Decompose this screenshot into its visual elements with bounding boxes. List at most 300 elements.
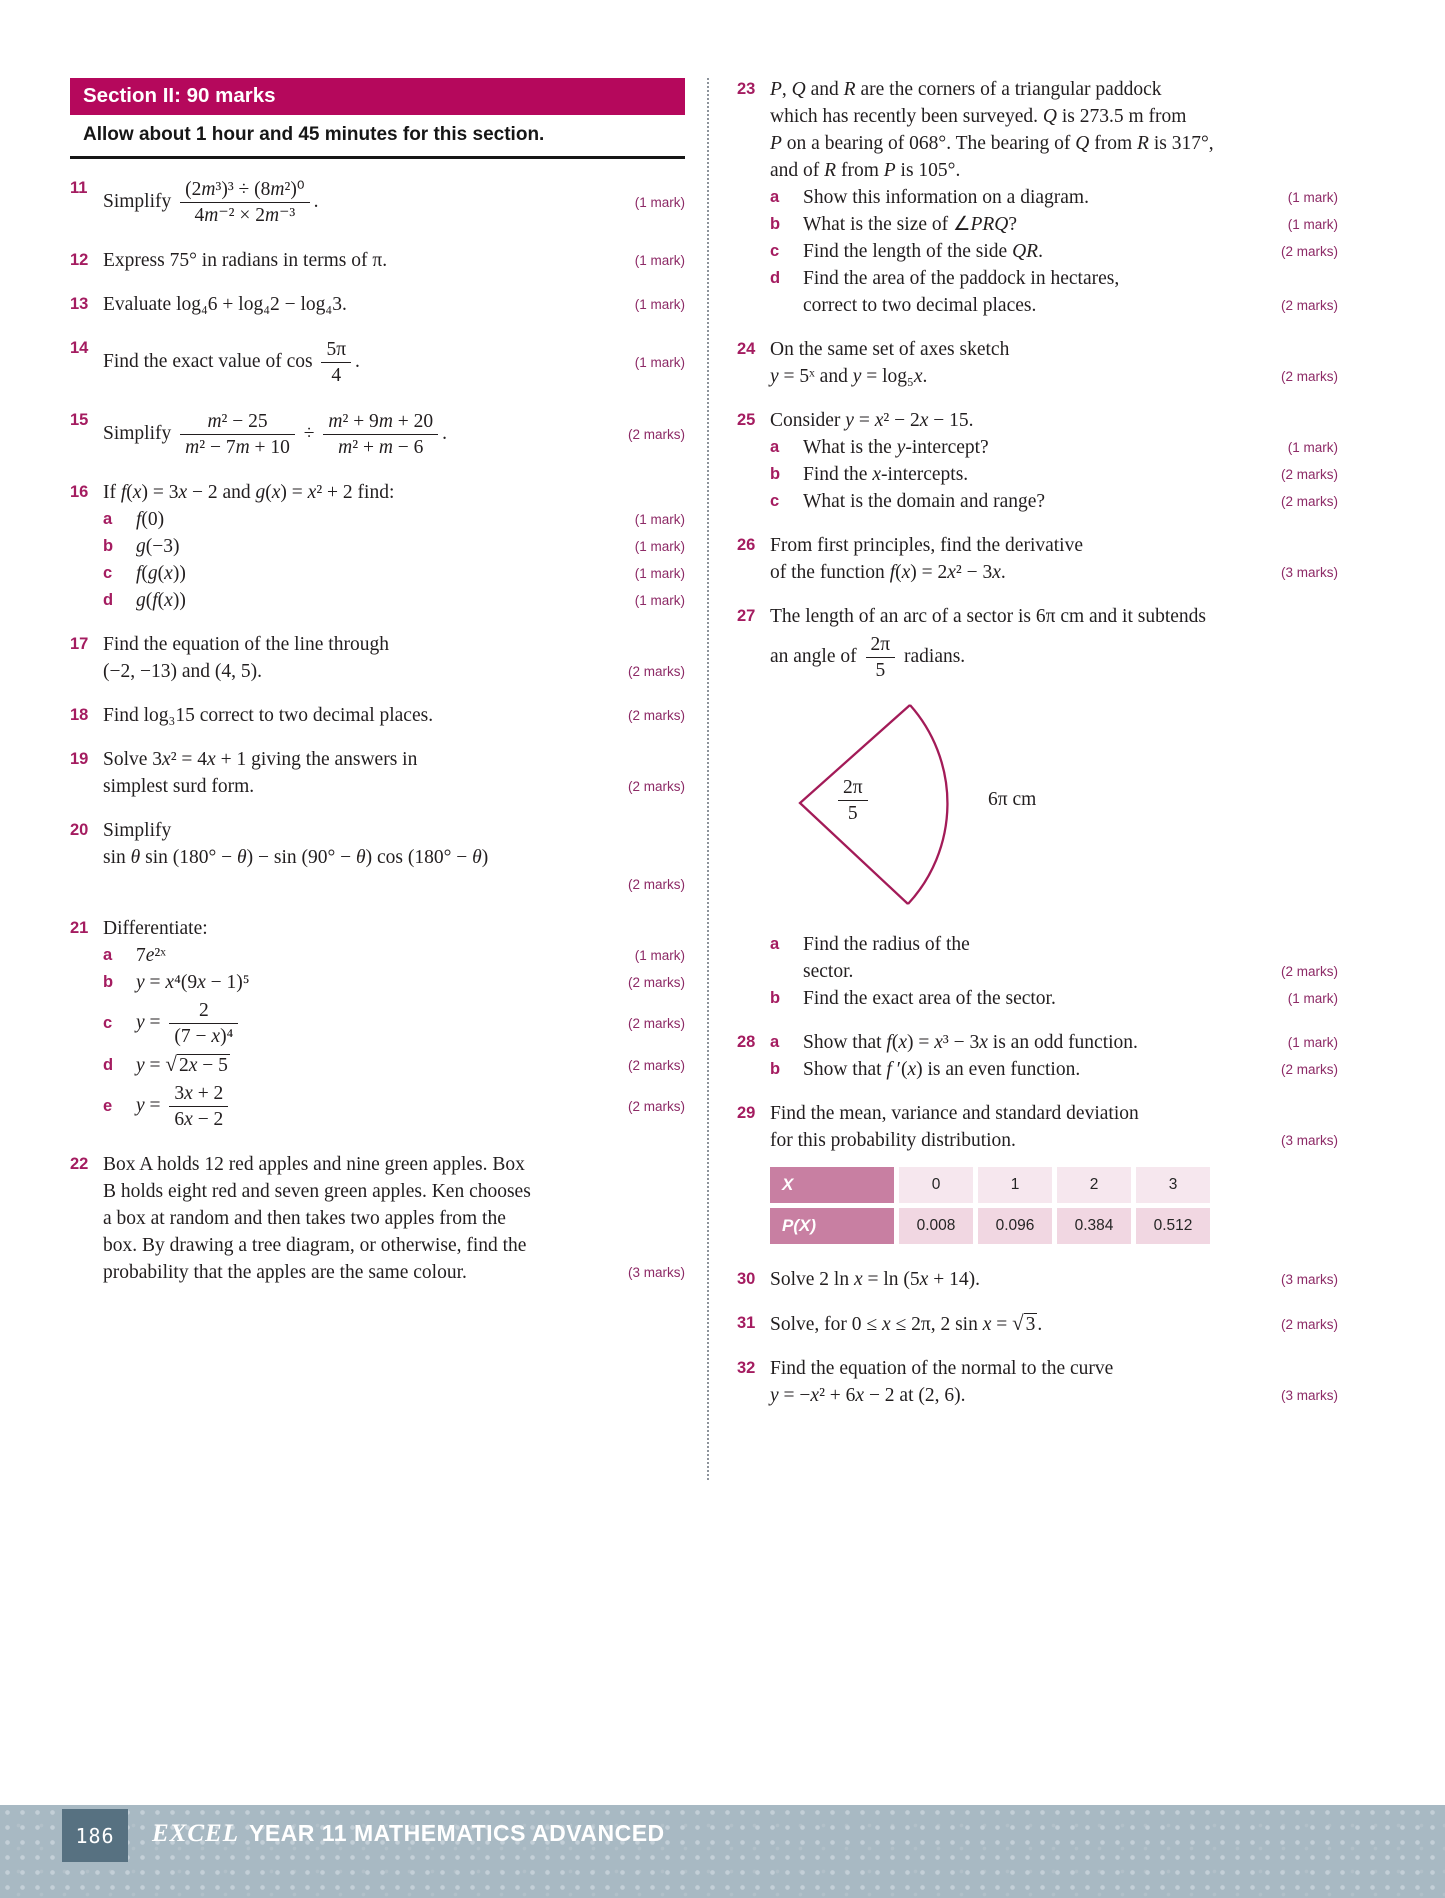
table-data-cell: 0.512 [1136,1208,1210,1244]
question-line [103,479,685,506]
question-line [770,985,1338,1012]
marks-label: (1 mark) [1287,991,1338,1006]
math-variable: m [207,411,222,432]
question-number: 18 [70,706,89,724]
line-content [103,292,597,318]
fraction [866,633,896,682]
table-data-cell: 0.096 [978,1208,1052,1244]
question-text: 7e²ˣ [136,944,166,966]
question-line [770,1355,1338,1382]
marks-label: (1 mark) [634,355,685,370]
question-14 [70,335,685,390]
question-line [103,533,685,560]
question-line [103,291,685,318]
question-number: 17 [70,635,89,653]
line-content [103,747,685,773]
math-variable: x [207,748,216,770]
question-text: Find the equation of the normal to the curve [770,1357,1114,1379]
question-text: Solve 3x² = 4x + 1 giving the answers in [103,748,418,770]
question-line [770,336,1338,363]
question-number: 11 [70,179,88,197]
math-variable: x [165,971,175,993]
math-variable: x [162,748,171,770]
radical-sign: √ [165,1052,177,1076]
question-text: Simplify [103,819,172,841]
math-variable: θ [237,846,247,868]
math-variable: x [211,1026,221,1047]
line-content [770,104,1338,130]
line-content [103,335,597,390]
question-text: Show that f ′(x) is an even function. [803,1058,1081,1080]
question-16 [70,479,685,614]
question-line [103,1232,685,1259]
question-number: 26 [737,536,756,554]
math-variable: m [270,179,285,200]
right-column [737,76,1338,1426]
question-body [103,817,685,898]
line-content [103,1152,685,1178]
fraction-numerator: 2 [199,1000,209,1021]
probability-table [765,1162,1215,1249]
question-number: 14 [70,339,89,357]
question-line [103,658,685,685]
math-variable: x [164,562,173,584]
part-label: c [770,242,780,260]
question-body [770,1310,1338,1338]
marks-label: (2 marks) [628,1016,685,1031]
math-variable: P [770,78,782,100]
question-27 [737,603,1338,1012]
math-variable: x [178,481,188,503]
question-line [770,1127,1338,1154]
math-variable: x [992,561,1001,583]
marks-label: (2 marks) [1281,369,1338,384]
math-variable: R [824,159,837,181]
question-number: 27 [737,607,756,625]
marks-label: (1 mark) [634,566,685,581]
sector-angle-label [834,773,872,828]
fraction [838,776,868,825]
question-line [770,130,1338,157]
fraction [323,410,438,459]
question-line [103,746,685,773]
question-line [770,363,1338,390]
fraction [180,410,295,459]
question-line [770,265,1338,292]
question-text: simplest surd form. [103,775,255,797]
question-line [103,631,685,658]
question-number: 15 [70,411,89,429]
line-content [136,943,597,969]
radicand: 3 [1025,1314,1036,1335]
question-line [770,184,1338,211]
question-text: Find the radius of the [803,933,970,955]
math-variable: x [919,409,929,431]
marks-label: (2 marks) [628,1099,685,1114]
line-content [770,1267,1250,1293]
section-subtitle: Allow about 1 hour and 45 minutes for this section. [70,115,685,159]
fraction-numerator: 2π [870,634,891,655]
question-line [103,702,685,729]
marks-label: (1 mark) [634,195,685,210]
math-variable: x [164,589,173,611]
question-line [103,247,685,274]
question-number: 13 [70,295,89,313]
question-line [770,1310,1338,1338]
question-line [770,1266,1338,1293]
math-variable: QR [1012,240,1039,262]
question-body [103,247,685,274]
question-text: g(f(x)) [136,589,186,611]
marks-label: (2 marks) [628,1057,685,1073]
math-variable: x [810,1384,820,1406]
math-variable: x [874,409,884,431]
question-line [103,915,685,942]
question-body [103,746,685,800]
line-content [803,932,1338,958]
question-text: f(g(x)) [136,562,186,584]
line-content [103,916,685,942]
marks-label: (3 marks) [1281,1272,1338,1287]
marks-label: (3 marks) [1281,565,1338,580]
line-content [803,462,1250,488]
math-variable: y [136,1055,145,1076]
question-text: Find the exact area of the sector. [803,987,1056,1009]
table-data-cell: 1 [978,1167,1052,1203]
math-variable: x [982,1314,992,1335]
fraction-denominator: 6x − 2 [169,1106,228,1131]
math-variable: m [235,437,250,458]
math-variable: g [255,481,266,503]
question-line [103,1051,685,1079]
math-variable: f [886,1031,892,1053]
math-variable: m [378,411,393,432]
page-number: 186 [75,1823,115,1848]
question-text: Find the length of the side QR. [803,240,1043,262]
question-line [103,969,685,996]
question-19 [70,746,685,800]
math-variable: θ [472,846,482,868]
line-content [136,561,597,587]
sector-figure [788,697,1338,925]
line-content [770,1128,1250,1154]
radicand: 2x − 5 [178,1055,228,1076]
line-content [770,77,1338,103]
question-line [770,434,1338,461]
fraction-numerator: (2m³)³ ÷ (8m²)⁰ [185,179,305,200]
part-label: d [103,1055,114,1074]
line-content [103,1206,685,1232]
math-variable: x [907,1058,917,1080]
line-content [103,1260,597,1286]
math-variable: θ [130,846,141,868]
question-body [770,603,1338,1012]
line-content [136,970,597,996]
fraction-denominator: (7 − x)⁴ [169,1023,238,1048]
question-line [770,238,1338,265]
math-variable: x [184,1083,193,1104]
line-content [803,1057,1250,1083]
sector-arc-label: 6π cm [988,789,1037,810]
table-data-cell: 2 [1057,1167,1131,1203]
question-line [103,1079,685,1134]
question-text: (−2, −13) and (4, 5). [103,660,262,682]
line-content [803,986,1250,1012]
question-number: 20 [70,821,89,839]
question-line [770,958,1338,985]
math-variable: y [770,1384,779,1406]
math-variable: x [271,481,281,503]
line-content [770,1310,1250,1338]
question-text: P on a bearing of 068°. The bearing of Q from R is 317°, [770,132,1214,154]
math-variable: Q [1075,132,1090,154]
question-18 [70,702,685,729]
table-header-cell: P(X) [770,1208,894,1244]
math-variable: g [147,562,158,584]
question-text: y = [136,1094,166,1116]
line-content [103,632,685,658]
question-line [770,211,1338,238]
math-variable: f [886,1058,892,1080]
question-line [770,407,1338,434]
part-label: a [103,946,113,964]
question-text: ÷ [298,422,320,444]
line-content [803,959,1250,985]
question-text: What is the y-intercept? [803,436,989,458]
question-line [770,488,1338,515]
math-variable: m [328,411,343,432]
question-line [103,1178,685,1205]
question-text: and of R from P is 105°. [770,159,961,181]
math-variable: y [136,1094,145,1116]
line-content [770,408,1338,434]
book-title-text: YEAR 11 MATHEMATICS ADVANCED [248,1820,665,1846]
line-content [803,185,1250,211]
line-content [770,533,1338,559]
question-line [103,506,685,533]
book-series: EXCEL [152,1820,239,1847]
math-variable: m [265,205,280,226]
question-line [770,1029,1338,1056]
marks-label: (1 mark) [1287,1035,1338,1050]
question-text: radians. [899,645,966,667]
line-content [770,1101,1338,1127]
question-body [103,407,685,462]
section-header-bar [70,78,685,115]
math-variable: R [843,78,856,100]
table-data-cell: 3 [1136,1167,1210,1203]
part-label: a [103,510,113,528]
line-content [103,175,597,230]
line-content [770,630,1338,685]
question-text: Find log₃15 correct to two decimal places. [103,704,434,726]
marks-label: (1 mark) [634,593,685,608]
part-label: b [770,465,781,483]
question-body [770,532,1338,586]
question-text: a box at random and then takes two apples from the [103,1207,506,1229]
line-content [803,489,1250,515]
question-text: Show that f(x) = x³ − 3x is an odd function. [803,1031,1138,1053]
math-variable: m [204,205,219,226]
question-line [770,1382,1338,1409]
marks-label: (1 mark) [634,512,685,527]
line-content [770,158,1338,184]
question-31 [737,1310,1338,1338]
question-text: Differentiate: [103,917,208,939]
marks-label: (1 mark) [1287,440,1338,455]
question-line [770,559,1338,586]
question-text: y = x⁴(9x − 1)⁵ [136,971,250,993]
line-content [136,534,597,560]
question-22 [70,1151,685,1286]
question-21 [70,915,685,1134]
question-line [770,76,1338,103]
question-text: y = [136,1011,166,1033]
line-content [803,435,1250,461]
line-content [770,364,1250,390]
table-data-cell: 0 [899,1167,973,1203]
question-text: Solve, for 0 ≤ x ≤ 2π, 2 sin x = [770,1314,1013,1335]
math-variable: θ [356,846,366,868]
question-number: 12 [70,251,89,269]
line-content [803,1030,1250,1056]
line-content [103,1233,685,1259]
part-label: a [770,188,780,206]
math-variable: x [919,1268,929,1290]
marks-label: (2 marks) [628,664,685,679]
line-content [770,604,1338,630]
math-variable: x [307,481,317,503]
question-line [103,871,685,898]
math-variable: x [881,1314,891,1335]
question-text: Show this information on a diagram. [803,186,1089,208]
question-text: Evaluate log₄6 + log₄2 − log₄3. [103,293,347,315]
question-number: 22 [70,1155,89,1173]
line-content [103,818,685,844]
part-label: c [103,1014,113,1032]
fraction-denominator: 4m⁻² × 2m⁻³ [180,202,310,227]
question-text: probability that the apples are the same colour. [103,1261,467,1283]
question-text: sector. [803,960,854,982]
line-content [103,845,685,871]
math-variable: x [901,561,911,583]
question-body [103,702,685,729]
question-line [103,817,685,844]
line-content [803,293,1250,319]
question-line [103,560,685,587]
fraction-denominator: m² + m − 6 [323,434,438,459]
question-12 [70,247,685,274]
question-body [103,291,685,318]
table-row [770,1167,1210,1203]
question-30 [737,1266,1338,1293]
math-variable: f [136,562,142,584]
question-line [103,335,685,390]
question-text: y = [136,1055,166,1076]
marks-label: (2 marks) [1281,964,1338,979]
table-header-cell: X [770,1167,894,1203]
part-label: d [103,591,114,609]
question-text: Find the mean, variance and standard deviation [770,1102,1139,1124]
page-number-box [62,1809,128,1862]
line-content [136,1051,597,1079]
question-body [103,479,685,614]
question-number: 23 [737,80,756,98]
part-label: c [770,492,780,510]
question-line [770,292,1338,319]
question-11 [70,175,685,230]
question-text: Box A holds 12 red apples and nine green apples. Box [103,1153,525,1175]
line-content [103,1179,685,1205]
question-body [103,915,685,1134]
question-number: 21 [70,919,89,937]
line-content [770,131,1338,157]
line-content [770,1383,1250,1409]
question-26 [737,532,1338,586]
question-text: . [313,190,319,212]
question-body [770,1266,1338,1293]
marks-label: (1 mark) [634,297,685,312]
question-text: Find the equation of the line through [103,633,389,655]
line-content [770,1356,1338,1382]
marks-label: (2 marks) [628,877,685,892]
question-text: for this probability distribution. [770,1129,1016,1151]
square-root [1012,1311,1037,1335]
question-line [770,157,1338,184]
line-content [136,996,597,1051]
line-content [770,337,1338,363]
math-variable: x [947,561,956,583]
part-label: a [770,438,780,456]
question-line [103,175,685,230]
line-content [103,659,597,685]
marks-label: (2 marks) [1281,467,1338,482]
fraction [180,178,310,227]
question-line [103,844,685,871]
question-text: Find the x-intercepts. [803,463,969,485]
table-row [770,1208,1210,1244]
question-line [770,603,1338,630]
question-body [770,407,1338,515]
question-29 [737,1100,1338,1249]
fraction-numerator: 3x + 2 [174,1083,224,1104]
math-variable: f [120,481,127,503]
question-text: sin θ sin (180° − θ) − sin (90° − θ) cos (180° − θ) [103,846,489,868]
marks-label: (2 marks) [628,975,685,990]
math-variable: g [136,535,146,557]
math-variable: f [152,589,158,611]
question-number: 16 [70,483,89,501]
question-number: 24 [737,340,756,358]
math-variable: Q [1042,105,1057,127]
math-variable: y [845,409,854,431]
question-number: 31 [737,1314,756,1332]
question-text: which has recently been surveyed. Q is 273.5 m from [770,105,1187,127]
line-content [136,507,597,533]
marks-label: (3 marks) [1281,1388,1338,1403]
question-body [770,76,1338,319]
sector-arc [908,705,947,904]
question-line [103,996,685,1051]
math-variable: y [896,436,906,458]
question-text: Solve 2 ln x = ln (5x + 14). [770,1268,980,1290]
math-variable: m [201,179,216,200]
line-content [803,266,1338,292]
question-number: 30 [737,1270,756,1288]
question-28 [737,1029,1338,1083]
question-13 [70,291,685,318]
marks-label: (1 mark) [1287,190,1338,205]
